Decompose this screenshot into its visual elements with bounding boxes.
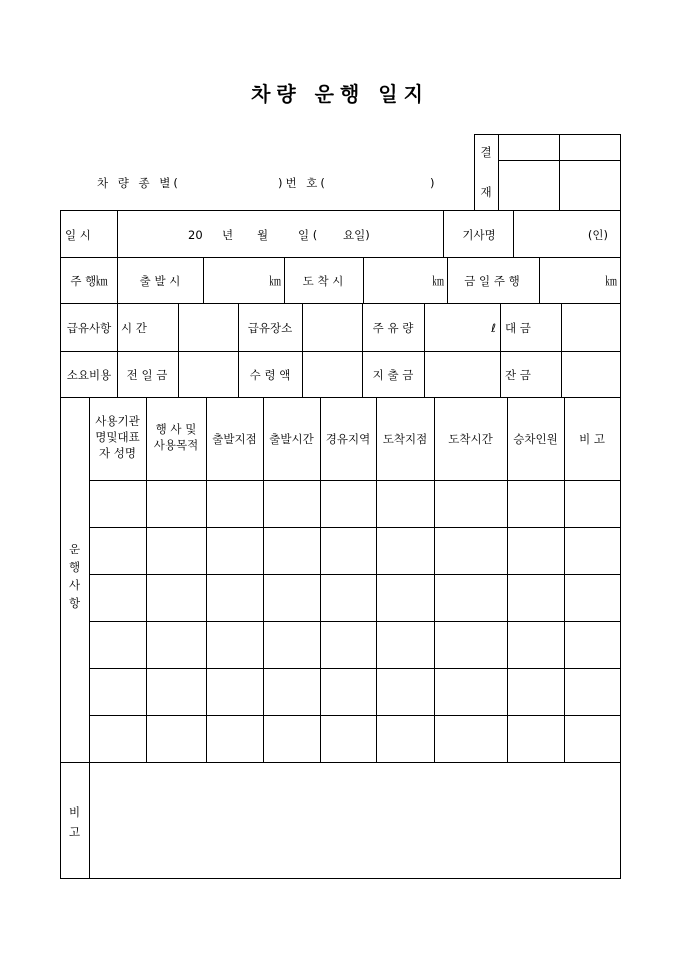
operation-char: 항	[68, 596, 81, 610]
fuel-price-label: 대 금	[505, 321, 531, 335]
operation-char: 운	[68, 542, 81, 556]
cell-divider	[320, 397, 321, 762]
cell-divider	[564, 397, 565, 762]
fuel-place-label: 급유장소	[247, 321, 293, 335]
remarks-char: 고	[68, 825, 81, 839]
row-border	[89, 574, 621, 575]
col-agency-line: 명및대표	[95, 430, 140, 444]
cell-divider	[363, 257, 364, 303]
cost-label: 소요비용	[66, 368, 112, 382]
cell-divider	[376, 397, 377, 762]
liter-unit: ℓ	[491, 321, 496, 335]
today-unit: ㎞	[605, 274, 617, 288]
cell-divider	[117, 303, 118, 397]
cell-divider	[539, 257, 540, 303]
carryover-label: 전 일 금	[126, 368, 168, 382]
col-arrive-time: 도착시간	[448, 432, 493, 446]
col-arrive-point: 도착지점	[382, 432, 428, 446]
cell-divider	[89, 397, 90, 878]
operation-char: 행	[68, 560, 81, 574]
driver-label: 기사명	[462, 228, 496, 242]
balance-label: 잔 금	[505, 368, 531, 382]
row-border	[60, 351, 621, 352]
month-label: 월	[257, 228, 269, 242]
date-label: 일 시	[65, 228, 91, 242]
col-purpose-line: 사용목적	[153, 438, 199, 452]
cell-divider	[443, 210, 444, 257]
today-distance-label: 금 일 주 행	[464, 274, 520, 288]
approval-top-border	[474, 134, 621, 135]
col-passengers: 승차인원	[513, 432, 558, 446]
col-depart-point: 출발지점	[212, 432, 257, 446]
expense-label: 지 출 금	[372, 368, 414, 382]
approval-divider	[559, 134, 560, 210]
depart-unit: ㎞	[269, 274, 281, 288]
row-border	[60, 397, 621, 398]
row-border	[89, 715, 621, 716]
row-border	[89, 480, 621, 481]
depart-label: 출 발 시	[139, 274, 181, 288]
row-border	[60, 210, 621, 211]
row-border	[89, 527, 621, 528]
year-prefix: 20	[188, 228, 203, 242]
cell-divider	[178, 303, 179, 397]
cell-divider	[206, 397, 207, 762]
distance-label: 주 행㎞	[70, 274, 108, 288]
cell-divider	[447, 257, 448, 303]
cell-divider	[434, 397, 435, 762]
cell-divider	[238, 303, 239, 397]
cell-divider	[561, 303, 562, 397]
col-agency-line: 사용기관	[95, 414, 140, 428]
vehicle-number-label: )번 호(	[278, 176, 328, 190]
year-label: 년	[222, 228, 234, 242]
seal-label: (인)	[587, 228, 608, 242]
row-border	[60, 303, 621, 304]
col-remarks: 비 고	[579, 432, 605, 446]
col-purpose	[146, 421, 206, 453]
row-border	[60, 257, 621, 258]
fuel-time-label: 시 간	[121, 321, 147, 335]
arrive-unit: ㎞	[432, 274, 444, 288]
approval-left-border	[474, 134, 475, 210]
cell-divider	[117, 257, 118, 303]
row-border	[60, 762, 621, 763]
cell-divider	[424, 303, 425, 397]
received-label: 수 령 액	[249, 368, 291, 382]
close-paren: )	[430, 176, 435, 190]
cell-divider	[507, 397, 508, 762]
col-agency-line: 자 성명	[99, 446, 136, 460]
table-bottom-border	[60, 878, 621, 879]
col-depart-time: 출발시간	[269, 432, 314, 446]
approval-label-2: 재	[480, 185, 492, 199]
fuel-label: 급유사항	[66, 321, 112, 335]
cell-divider	[203, 257, 204, 303]
row-border	[89, 621, 621, 622]
row-border	[89, 668, 621, 669]
day-label: 일 (	[298, 228, 318, 242]
document-title: 차량 운행 일지	[251, 82, 429, 106]
fuel-amount-label: 주 유 량	[372, 321, 414, 335]
approval-divider	[498, 134, 499, 210]
cell-divider	[117, 210, 118, 257]
arrive-label: 도 착 시	[302, 274, 344, 288]
table-right-border	[620, 134, 621, 878]
operation-section-label	[60, 540, 89, 612]
cell-divider	[302, 303, 303, 397]
remarks-char: 비	[68, 805, 81, 819]
cell-divider	[362, 303, 363, 397]
col-via: 경유지역	[325, 432, 371, 446]
cell-divider	[284, 257, 285, 303]
operation-char: 사	[68, 578, 81, 592]
remarks-section-label	[60, 802, 89, 842]
cell-divider	[263, 397, 264, 762]
cell-divider	[500, 303, 501, 397]
weekday-label: 요일)	[343, 228, 370, 242]
col-purpose-line: 행 사 및	[155, 422, 197, 436]
col-agency	[89, 413, 146, 461]
cell-divider	[513, 210, 514, 257]
approval-label-1: 결	[480, 145, 492, 159]
vehicle-type-label: 차 량 종 별(	[97, 176, 181, 190]
